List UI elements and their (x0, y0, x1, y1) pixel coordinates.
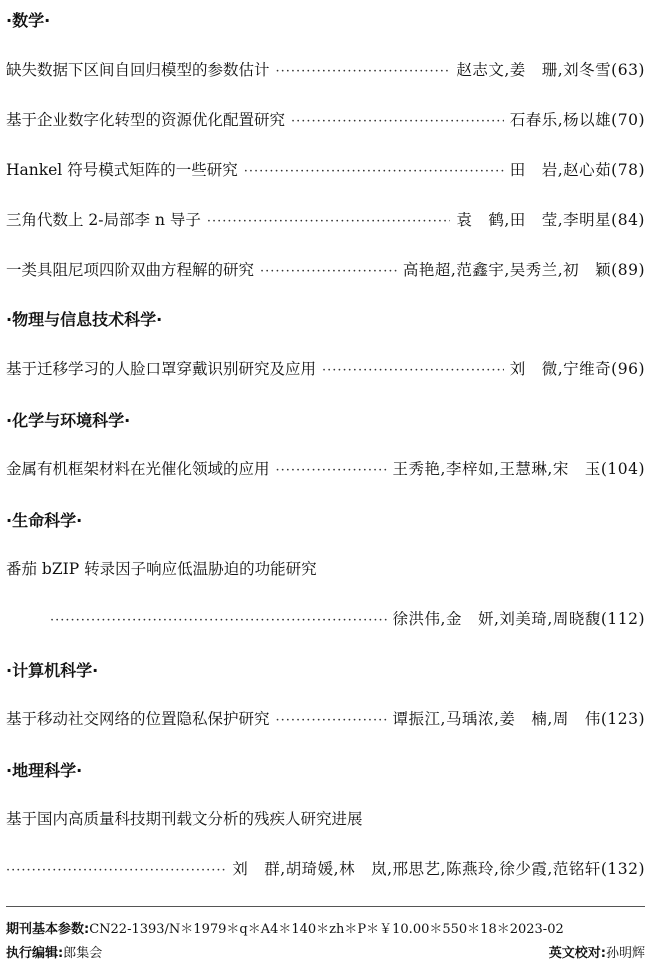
executive-editor (6, 942, 102, 961)
article-authors: 高艳超,范鑫宇,吴秀兰,初 颖(89) (402, 261, 645, 279)
proof-value: 孙明辉 (605, 946, 645, 961)
article-authors: 刘 微,宁维奇(96) (509, 360, 645, 378)
footer-divider (6, 906, 645, 907)
leader-dots (322, 363, 504, 378)
toc-entry[interactable] (6, 457, 645, 479)
toc-entry[interactable] (6, 58, 645, 80)
article-authors: 谭振江,马瑀浓,姜 楠,周 伟(123) (392, 710, 645, 728)
toc-entry[interactable] (6, 258, 645, 280)
leader-dots (276, 64, 451, 79)
section-heading-physics-it: ·物理与信息技术科学· (6, 310, 163, 329)
article-title: 基于迁移学习的人脸口罩穿戴识别研究及应用 (6, 360, 317, 378)
section-heading-math: ·数学· (6, 11, 51, 30)
article-authors: 王秀艳,李梓如,王慧琳,宋 玉(104) (392, 460, 645, 478)
editor-label: 执行编辑: (6, 946, 64, 961)
params-value: CN22-1393/N＊1979＊q＊A4＊140＊zh＊P＊￥10.00＊550＊18＊2023-02 (89, 922, 564, 937)
english-proofreader (549, 942, 645, 961)
article-title: 缺失数据下区间自回归模型的参数估计 (6, 61, 270, 79)
toc-entry[interactable] (6, 158, 645, 180)
leader-dots (260, 264, 397, 279)
article-authors: 徐洪伟,金 妍,刘美琦,周晓馥(112) (392, 610, 645, 628)
editor-value: 郎集会 (63, 946, 103, 961)
toc-entry[interactable] (6, 857, 645, 879)
section-heading-geography: ·地理科学· (6, 761, 83, 780)
article-title: 基于移动社交网络的位置隐私保护研究 (6, 710, 270, 728)
toc-entry[interactable] (6, 108, 645, 130)
article-authors: 刘 群,胡琦媛,林 岚,邢思艺,陈燕玲,徐少霞,范铭轩(132) (232, 860, 645, 878)
article-title[interactable]: 番茄 bZIP 转录因子响应低温胁迫的功能研究 (6, 560, 317, 578)
article-authors: 袁 鹤,田 莹,李明星(84) (456, 211, 645, 229)
article-title: 一类具阻尼项四阶双曲方程解的研究 (6, 261, 255, 279)
leader-dots (207, 214, 450, 229)
toc-entry[interactable] (6, 707, 645, 729)
toc-entry[interactable] (6, 357, 645, 379)
toc-entry[interactable] (6, 208, 645, 230)
article-authors: 田 岩,赵心茹(78) (509, 161, 645, 179)
leader-dots (6, 863, 226, 878)
article-title: 基于企业数字化转型的资源优化配置研究 (6, 111, 286, 129)
leader-dots (276, 713, 387, 728)
section-heading-chemistry-env: ·化学与环境科学· (6, 411, 131, 430)
leader-dots (50, 613, 387, 628)
article-title: Hankel 符号模式矩阵的一些研究 (6, 161, 238, 179)
section-heading-computer-science: ·计算机科学· (6, 661, 99, 680)
article-authors: 石春乐,杨以雄(70) (509, 111, 645, 129)
leader-dots (244, 164, 504, 179)
journal-params (6, 918, 564, 937)
article-title: 三角代数上 2-局部李 n 导子 (6, 211, 201, 229)
article-title[interactable]: 基于国内高质量科技期刊载文分析的残疾人研究进展 (6, 810, 363, 828)
proof-label: 英文校对: (548, 946, 606, 961)
article-authors: 赵志文,姜 珊,刘冬雪(63) (456, 61, 645, 79)
leader-dots (291, 114, 504, 129)
toc-entry[interactable] (50, 607, 645, 629)
section-heading-life-science: ·生命科学· (6, 511, 83, 530)
params-label: 期刊基本参数: (6, 922, 90, 937)
leader-dots (276, 463, 387, 478)
article-title: 金属有机框架材料在光催化领域的应用 (6, 460, 270, 478)
